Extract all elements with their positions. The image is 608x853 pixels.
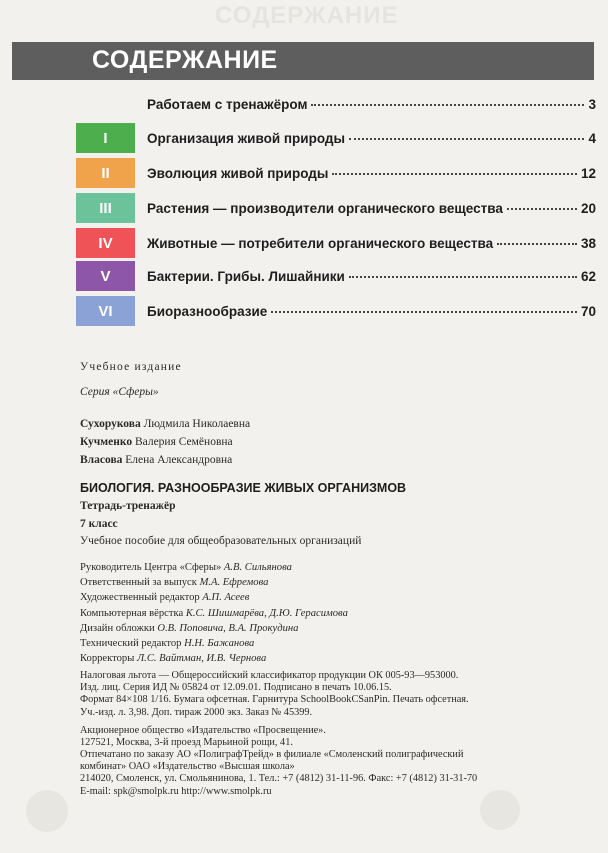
toc-entry (147, 201, 596, 216)
toc-leader-dots (507, 208, 577, 210)
toc-row[interactable] (76, 228, 596, 258)
chapter-badge: III (76, 193, 135, 223)
book-title: БИОЛОГИЯ. РАЗНООБРАЗИЕ ЖИВЫХ ОРГАНИЗМОВ (80, 481, 407, 495)
author-name: Людмила Николаевна (143, 418, 251, 430)
toc-page-number: 12 (580, 166, 596, 181)
technical-line: Формат 84×108 1/16. Бумага офсетная. Гарнитура SchoolBookCSanPin. Печать офсетная. (80, 694, 469, 706)
credit-person: А.П. Асеев (202, 592, 250, 604)
credit-line (80, 592, 249, 604)
toc-page-number: 20 (580, 201, 596, 216)
author-1 (80, 418, 250, 430)
credit-person: О.В. Поповича, В.А. Прокудина (157, 622, 299, 634)
toc-page-number: 62 (580, 269, 596, 284)
credit-line (80, 608, 348, 620)
toc-row[interactable] (76, 193, 596, 223)
chapter-badge: VI (76, 296, 135, 326)
purpose: Учебное пособие для общеобразовательных организаций (80, 535, 362, 547)
chapter-badge: V (76, 261, 135, 291)
technical-line: Налоговая льгота — Общероссийский классификатор продукции ОК 005-93—953000. (80, 670, 459, 681)
book-subtitle: Тетрадь-тренажёр (80, 500, 176, 512)
author-3 (80, 454, 232, 466)
series: Серия «Сферы» (80, 386, 159, 398)
author-name: Елена Александровна (125, 454, 233, 466)
toc-label: Растения — производители органического вещества (147, 201, 503, 216)
chapter-badge: I (76, 123, 135, 153)
ghost-circle-decoration (26, 790, 68, 832)
toc-label: Эволюция живой природы (147, 166, 329, 181)
credit-person: А.В. Сильянова (223, 562, 292, 573)
toc-label: Бактерии. Грибы. Лишайники (147, 269, 345, 284)
credit-line (80, 577, 268, 589)
credit-person: К.С. Шишмарёва, Д.Ю. Герасимова (185, 607, 348, 619)
credit-line (80, 562, 292, 574)
toc-entry (147, 304, 596, 319)
grade: 7 класс (80, 518, 118, 530)
credit-line (80, 638, 254, 650)
toc-label: Животные — потребители органического вещества (147, 236, 494, 251)
author-surname: Сухорукова (80, 418, 141, 430)
toc-leader-dots (497, 243, 577, 245)
author-2 (80, 436, 233, 448)
chapter-badge: IV (76, 228, 135, 258)
publisher-line: 127521, Москва, 3-й проезд Марьиной рощи, 41. (80, 737, 293, 749)
credit-role: Художественный редактор (80, 592, 200, 604)
toc-label: Биоразнообразие (147, 304, 268, 319)
header-bar (12, 42, 594, 80)
toc-row[interactable] (76, 158, 596, 188)
ghost-heading: СОДЕРЖАНИЕ (215, 2, 399, 29)
credit-line (80, 653, 266, 665)
toc-leader-dots (271, 311, 577, 313)
technical-line: Изд. лиц. Серия ИД № 05824 от 12.09.01. Подписано в печать 10.06.15. (80, 682, 392, 694)
credit-role: Дизайн обложки (80, 622, 155, 634)
toc-entry (147, 269, 596, 284)
toc-row[interactable] (76, 261, 596, 291)
author-surname: Кучменко (80, 436, 133, 448)
toc-row[interactable] (76, 296, 596, 326)
toc-leader-dots (332, 173, 577, 175)
toc-page-number: 4 (588, 131, 596, 146)
toc-leader-dots (311, 104, 584, 106)
credit-role: Ответственный за выпуск (80, 577, 197, 589)
toc-leader-dots (349, 276, 577, 278)
credit-person: Л.С. Вайтман, И.В. Чернова (137, 653, 267, 665)
toc-page-number: 3 (588, 97, 596, 112)
toc-row[interactable] (76, 123, 596, 153)
toc-page-number: 38 (580, 236, 596, 251)
credit-role: Корректоры (80, 653, 135, 665)
credit-role: Компьютерная вёрстка (80, 607, 184, 619)
toc-entry (147, 131, 596, 146)
toc-row[interactable] (76, 89, 596, 119)
ghost-circle-decoration (480, 790, 520, 830)
page-title: СОДЕРЖАНИЕ (92, 46, 278, 74)
printer-line: комбинат» ОАО «Издательство «Высшая школа» (80, 761, 295, 773)
toc-entry (147, 166, 596, 181)
credit-person: Н.Н. Бажанова (184, 638, 255, 649)
edition-type: Учебное издание (80, 361, 182, 373)
technical-line: Уч.-изд. л. 3,98. Доп. тираж 2000 экз. Заказ № 45399. (80, 706, 313, 718)
chapter-badge: II (76, 158, 135, 188)
toc-leader-dots (349, 138, 584, 140)
toc-label: Работаем с тренажёром (147, 97, 308, 112)
toc-entry (147, 97, 596, 112)
credit-line (80, 623, 298, 635)
author-name: Валерия Семёновна (134, 436, 233, 448)
author-surname: Власова (80, 454, 123, 466)
credit-role: Руководитель Центра «Сферы» (80, 562, 222, 573)
toc-entry (147, 236, 596, 251)
credit-role: Технический редактор (80, 638, 182, 649)
toc-label: Организация живой природы (147, 131, 345, 146)
toc-page-number: 70 (580, 304, 596, 319)
printer-line: E-mail: spk@smolpk.ru http://www.smolpk.ru (80, 785, 272, 797)
publisher-line: Акционерное общество «Издательство «Просвещение». (80, 725, 326, 736)
printer-line: Отпечатано по заказу АО «ПолиграфТрейд» в филиале «Смоленский полиграфический (80, 749, 464, 760)
printer-line: 214020, Смоленск, ул. Смольянинова, 1. Тел.: +7 (4812) 31-11-96. Факс: +7 (4812) 31-31-70 (80, 773, 478, 785)
credit-person: М.А. Ефремова (199, 577, 269, 589)
